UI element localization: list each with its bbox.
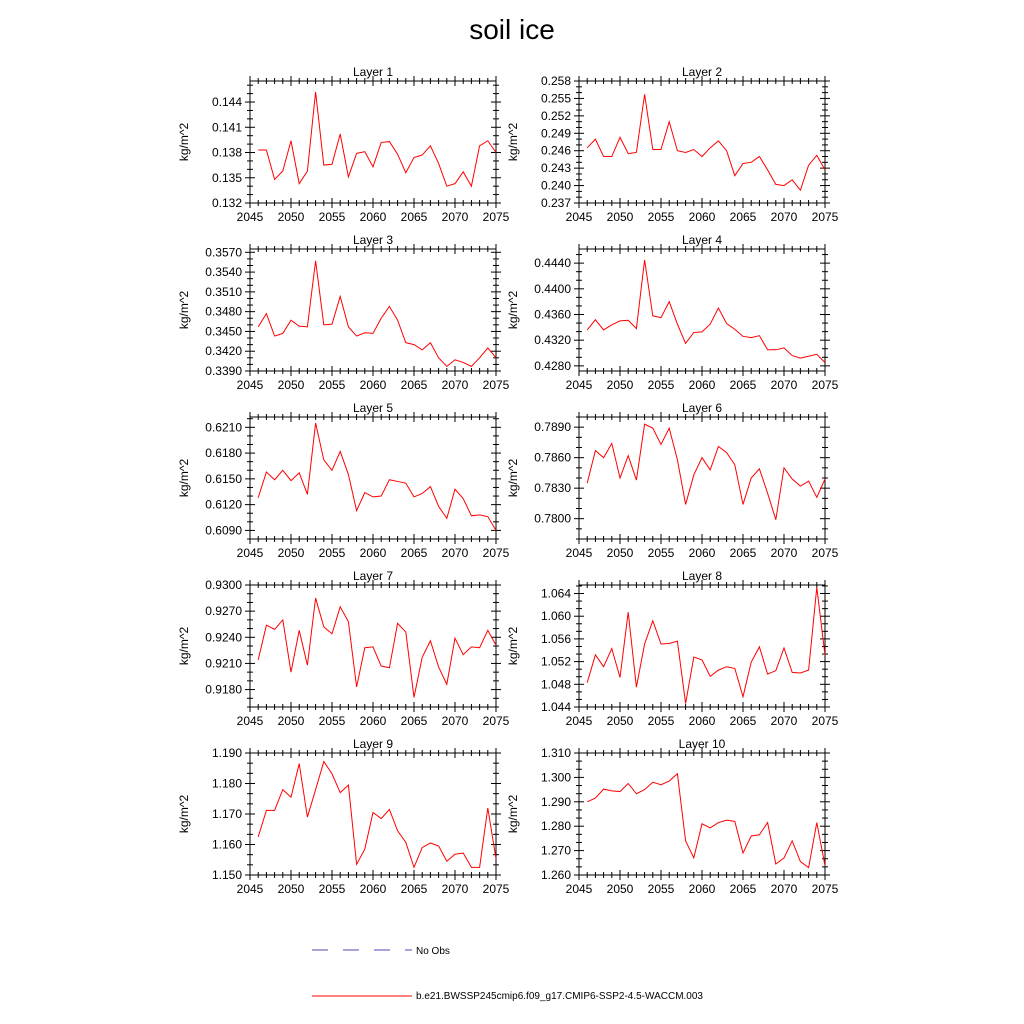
layer-8-ytick-label: 1.060 — [540, 609, 571, 624]
layer-6-xtick-label: 2075 — [811, 546, 839, 560]
layer-6-ytick-label: 0.7860 — [534, 450, 571, 465]
layer-6-ylabel: kg/m^2 — [506, 458, 520, 498]
layer-5-frame — [250, 417, 496, 539]
layer-8-xtick-label: 2075 — [811, 714, 839, 728]
layer-7-xtick-label: 2075 — [482, 714, 510, 728]
layer-8-xtick-label: 2045 — [565, 714, 593, 728]
layer-3-series-line — [258, 261, 496, 367]
layer-7-ytick-label: 0.9180 — [205, 682, 242, 697]
layer-4-xtick-label: 2050 — [606, 378, 634, 392]
layer-9-xtick-label: 2050 — [277, 882, 305, 896]
layer-5-xtick-label: 2075 — [482, 546, 510, 560]
layer-7-series-line — [258, 598, 496, 697]
layer-5-ylabel: kg/m^2 — [177, 458, 191, 498]
legend-no-obs-label: No Obs — [416, 946, 450, 957]
layer-6-series-line — [587, 424, 825, 520]
layer-2-title: Layer 2 — [681, 65, 723, 79]
layer-4-xtick-label: 2065 — [729, 378, 757, 392]
layer-10-xtick-label: 2045 — [565, 882, 593, 896]
layer-2-frame — [579, 81, 825, 203]
layer-2-xtick-label: 2055 — [647, 210, 675, 224]
layer-8-ytick-label: 1.064 — [540, 586, 571, 601]
layer-7-ytick-label: 0.9270 — [205, 604, 242, 619]
layer-7-xtick-label: 2070 — [441, 714, 469, 728]
layer-9-ytick-label: 1.190 — [211, 746, 242, 760]
layer-4-xtick-label: 2070 — [770, 378, 798, 392]
layer-8-ylabel: kg/m^2 — [506, 626, 520, 666]
layer-6-xtick-label: 2055 — [647, 546, 675, 560]
layer-9-ytick-label: 1.170 — [211, 807, 242, 821]
layer-1-ytick-label: 0.135 — [211, 170, 242, 185]
layer-10-ytick-label: 1.310 — [540, 746, 571, 760]
layer-1-ytick-label: 0.132 — [211, 196, 242, 210]
layer-7-xtick-label: 2045 — [236, 714, 264, 728]
layer-1-xtick-label: 2075 — [482, 210, 510, 224]
layer-5-xtick-label: 2055 — [318, 546, 346, 560]
layer-9-xtick-label: 2075 — [482, 882, 510, 896]
layer-5-ytick-label: 0.6180 — [205, 446, 242, 461]
layer-2-xtick-label: 2045 — [565, 210, 593, 224]
layer-4-title: Layer 4 — [681, 233, 723, 247]
layer-9-ytick-label: 1.180 — [211, 776, 242, 791]
layer-2-ytick-label: 0.237 — [540, 196, 571, 210]
layer-1-title: Layer 1 — [352, 65, 394, 79]
legend-run-label: b.e21.BWSSP245cmip6.f09_g17.CMIP6-SSP2-4.5-WACCM.003 — [416, 991, 703, 1002]
layer-9-xtick-label: 2065 — [400, 882, 428, 896]
layer-4-xtick-label: 2045 — [565, 378, 593, 392]
layer-3-xtick-label: 2075 — [482, 378, 510, 392]
layer-5-xtick-label: 2045 — [236, 546, 264, 560]
layer-10-xtick-label: 2075 — [811, 882, 839, 896]
layer-6-frame — [579, 417, 825, 539]
layer-5-ytick-label: 0.6210 — [205, 420, 242, 435]
layer-2-xtick-label: 2065 — [729, 210, 757, 224]
layer-8-xtick-label: 2050 — [606, 714, 634, 728]
layer-9-xtick-label: 2045 — [236, 882, 264, 896]
layer-7-ylabel: kg/m^2 — [177, 626, 191, 666]
layer-7-xtick-label: 2050 — [277, 714, 305, 728]
layer-2-ytick-label: 0.243 — [540, 161, 571, 176]
layer-10-ytick-label: 1.280 — [540, 819, 571, 834]
layer-1-xtick-label: 2070 — [441, 210, 469, 224]
layer-9-series-line — [258, 762, 496, 868]
layer-3-xtick-label: 2060 — [359, 378, 387, 392]
layer-6-xtick-label: 2050 — [606, 546, 634, 560]
layer-2-ytick-label: 0.258 — [540, 74, 571, 88]
layer-9-xtick-label: 2070 — [441, 882, 469, 896]
layer-2-xtick-label: 2060 — [688, 210, 716, 224]
layer-6-ytick-label: 0.7800 — [534, 511, 571, 526]
layer-10-title: Layer 10 — [678, 737, 726, 751]
layer-5-series-line — [258, 423, 496, 530]
layer-1-ytick-label: 0.144 — [211, 95, 242, 110]
layer-7-ytick-label: 0.9240 — [205, 630, 242, 645]
layer-8-xtick-label: 2070 — [770, 714, 798, 728]
layer-8-ytick-label: 1.048 — [540, 677, 571, 692]
layer-7-title: Layer 7 — [352, 569, 394, 583]
layer-10-xtick-label: 2060 — [688, 882, 716, 896]
layer-10-ytick-label: 1.300 — [540, 770, 571, 785]
layer-4-ytick-label: 0.4440 — [534, 256, 571, 271]
layer-6-ytick-label: 0.7890 — [534, 420, 571, 435]
layer-9-xtick-label: 2055 — [318, 882, 346, 896]
layer-1-xtick-label: 2050 — [277, 210, 305, 224]
layer-8-ytick-label: 1.044 — [540, 700, 571, 714]
layer-8-xtick-label: 2065 — [729, 714, 757, 728]
layer-6-ytick-label: 0.7830 — [534, 481, 571, 496]
layer-3-ytick-label: 0.3480 — [205, 304, 242, 319]
layer-2-series-line — [587, 94, 825, 190]
layer-7-xtick-label: 2060 — [359, 714, 387, 728]
layer-7-ytick-label: 0.9300 — [205, 578, 242, 592]
layer-2-ytick-label: 0.252 — [540, 108, 571, 123]
layer-2-ylabel: kg/m^2 — [506, 122, 520, 162]
layer-2-ytick-label: 0.255 — [540, 91, 571, 106]
layer-3-title: Layer 3 — [352, 233, 394, 247]
layer-3-xtick-label: 2070 — [441, 378, 469, 392]
layer-5-xtick-label: 2065 — [400, 546, 428, 560]
layer-2-xtick-label: 2070 — [770, 210, 798, 224]
layer-4-ytick-label: 0.4360 — [534, 307, 571, 322]
layer-6-xtick-label: 2060 — [688, 546, 716, 560]
layer-3-ytick-label: 0.3420 — [205, 344, 242, 359]
layer-3-xtick-label: 2045 — [236, 378, 264, 392]
layer-4-xtick-label: 2055 — [647, 378, 675, 392]
layer-3-xtick-label: 2055 — [318, 378, 346, 392]
layer-7-xtick-label: 2055 — [318, 714, 346, 728]
layer-10-xtick-label: 2065 — [729, 882, 757, 896]
layer-8-xtick-label: 2060 — [688, 714, 716, 728]
layer-8-ytick-label: 1.052 — [540, 654, 571, 669]
layer-8-xtick-label: 2055 — [647, 714, 675, 728]
layer-10-xtick-label: 2050 — [606, 882, 634, 896]
layer-10-ytick-label: 1.260 — [540, 868, 571, 882]
layer-4-xtick-label: 2060 — [688, 378, 716, 392]
layer-4-frame — [579, 249, 825, 371]
layer-3-frame — [250, 249, 496, 371]
layer-4-ylabel: kg/m^2 — [506, 290, 520, 330]
layer-5-title: Layer 5 — [352, 401, 394, 415]
layer-2-xtick-label: 2050 — [606, 210, 634, 224]
layer-1-xtick-label: 2060 — [359, 210, 387, 224]
layer-10-ytick-label: 1.290 — [540, 794, 571, 809]
layer-10-xtick-label: 2055 — [647, 882, 675, 896]
layer-1-xtick-label: 2055 — [318, 210, 346, 224]
layer-3-ytick-label: 0.3510 — [205, 284, 242, 299]
layer-5-xtick-label: 2060 — [359, 546, 387, 560]
layer-4-ytick-label: 0.4280 — [534, 358, 571, 373]
layer-1-ytick-label: 0.138 — [211, 145, 242, 160]
layer-1-series-line — [258, 92, 496, 186]
layer-10-ylabel: kg/m^2 — [506, 794, 520, 834]
layer-2-ytick-label: 0.249 — [540, 126, 571, 141]
layer-3-xtick-label: 2050 — [277, 378, 305, 392]
layer-8-ytick-label: 1.056 — [540, 631, 571, 646]
layer-1-xtick-label: 2045 — [236, 210, 264, 224]
layer-4-xtick-label: 2075 — [811, 378, 839, 392]
layer-10-ytick-label: 1.270 — [540, 843, 571, 858]
layer-6-xtick-label: 2065 — [729, 546, 757, 560]
layer-3-ytick-label: 0.3570 — [205, 245, 242, 260]
layer-9-ytick-label: 1.160 — [211, 837, 242, 852]
layer-1-xtick-label: 2065 — [400, 210, 428, 224]
layer-7-xtick-label: 2065 — [400, 714, 428, 728]
layer-2-ytick-label: 0.246 — [540, 143, 571, 158]
layer-2-ytick-label: 0.240 — [540, 178, 571, 193]
chart-title: soil ice — [469, 14, 555, 45]
layer-3-ytick-label: 0.3390 — [205, 364, 242, 378]
layer-5-ytick-label: 0.6150 — [205, 471, 242, 486]
layer-5-xtick-label: 2050 — [277, 546, 305, 560]
layer-1-ylabel: kg/m^2 — [177, 122, 191, 162]
layer-6-xtick-label: 2070 — [770, 546, 798, 560]
layer-1-ytick-label: 0.141 — [211, 120, 242, 135]
layer-5-ytick-label: 0.6090 — [205, 523, 242, 538]
layer-7-ytick-label: 0.9210 — [205, 656, 242, 671]
layer-3-xtick-label: 2065 — [400, 378, 428, 392]
layer-10-xtick-label: 2070 — [770, 882, 798, 896]
layer-10-series-line — [587, 774, 825, 868]
layer-5-ytick-label: 0.6120 — [205, 497, 242, 512]
layer-3-ytick-label: 0.3450 — [205, 324, 242, 339]
layer-8-series-line — [587, 587, 825, 703]
layer-5-xtick-label: 2070 — [441, 546, 469, 560]
layer-9-title: Layer 9 — [352, 737, 394, 751]
layer-1-frame — [250, 81, 496, 203]
layer-2-xtick-label: 2075 — [811, 210, 839, 224]
layer-8-title: Layer 8 — [681, 569, 723, 583]
layer-9-ylabel: kg/m^2 — [177, 794, 191, 834]
layer-3-ytick-label: 0.3540 — [205, 265, 242, 280]
layer-6-xtick-label: 2045 — [565, 546, 593, 560]
layer-4-series-line — [587, 260, 825, 363]
layer-4-ytick-label: 0.4320 — [534, 333, 571, 348]
layer-9-ytick-label: 1.150 — [211, 868, 242, 882]
layer-4-ytick-label: 0.4400 — [534, 281, 571, 296]
layer-9-xtick-label: 2060 — [359, 882, 387, 896]
layer-3-ylabel: kg/m^2 — [177, 290, 191, 330]
layer-6-title: Layer 6 — [681, 401, 723, 415]
layer-8-frame — [579, 585, 825, 707]
layer-10-frame — [579, 753, 825, 875]
